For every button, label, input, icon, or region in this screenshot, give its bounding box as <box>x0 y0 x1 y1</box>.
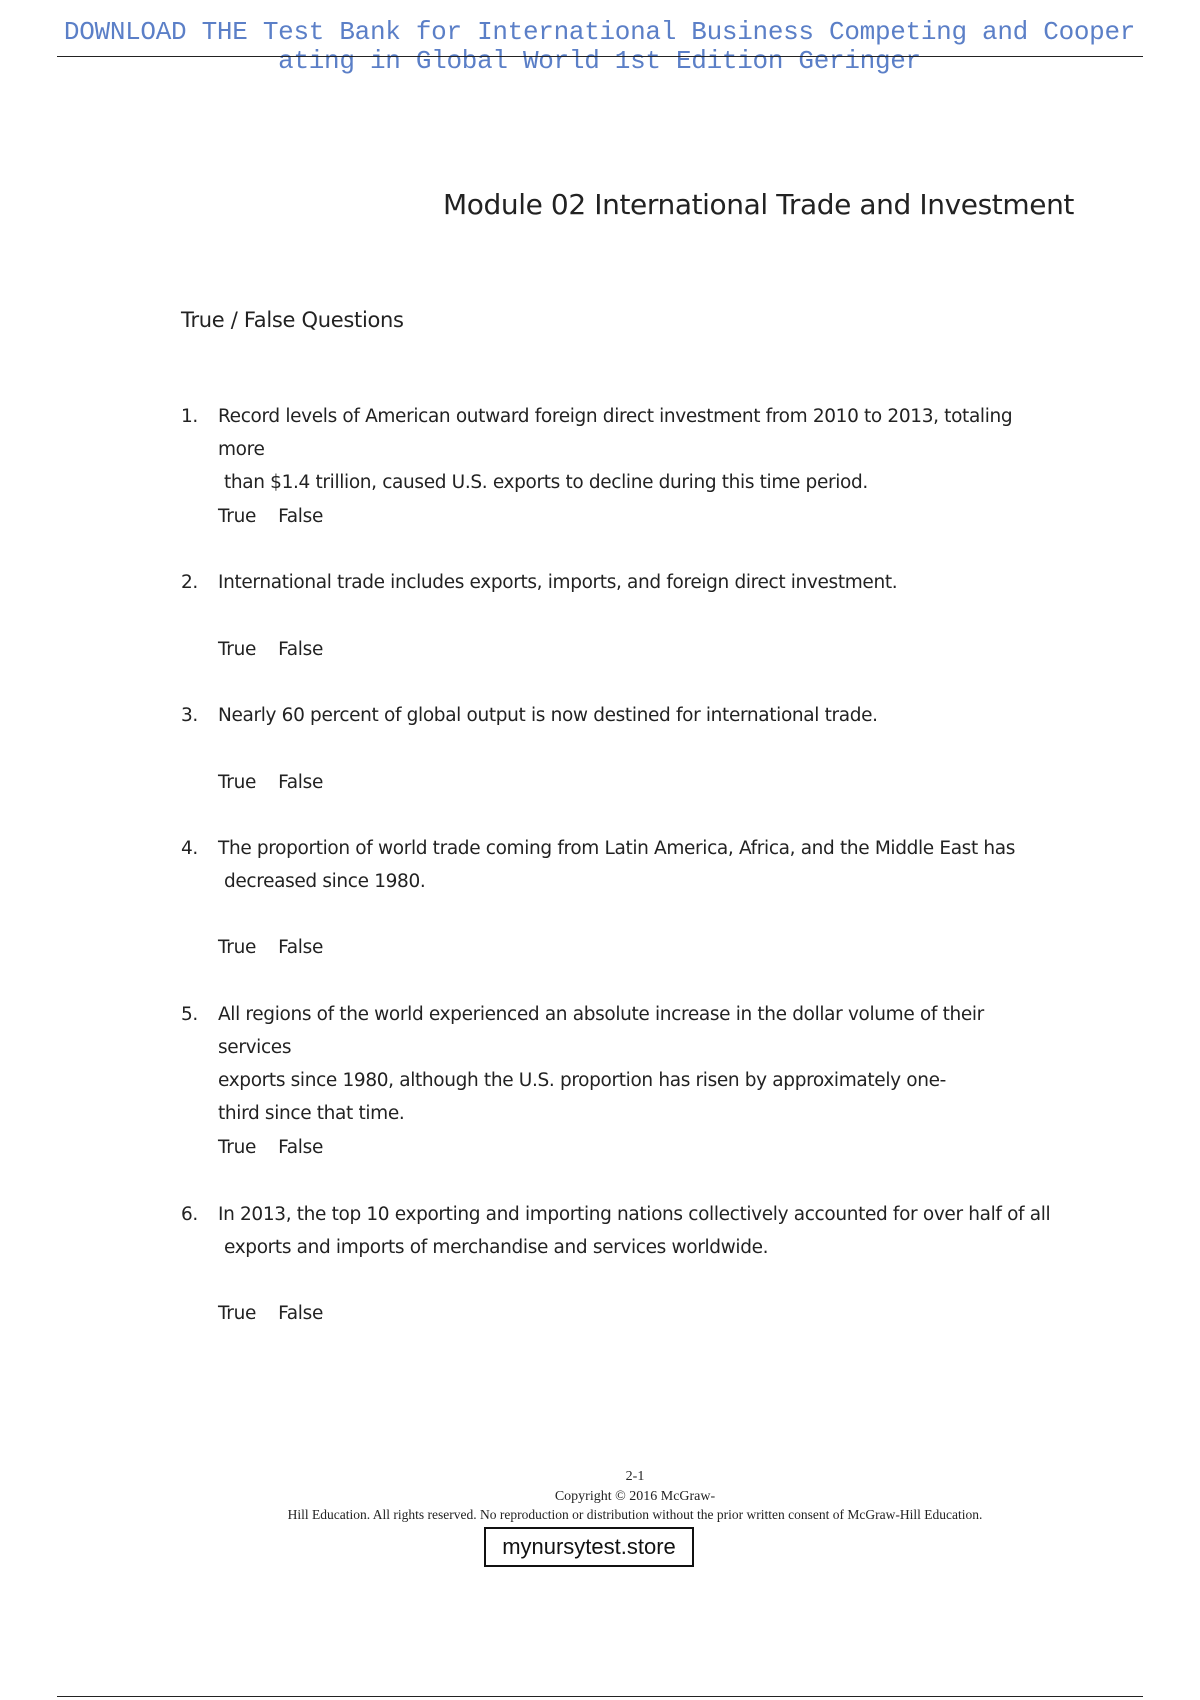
question-number: 3. <box>181 705 198 726</box>
question-number: 5. <box>181 1004 198 1025</box>
true-option: True <box>218 1303 257 1324</box>
true-option: True <box>218 506 257 527</box>
question-text-line: Record levels of American outward foreign direct investment from 2010 to 2013, totaling more <box>218 406 1013 460</box>
watermark-stamp[interactable]: mynursytest.store <box>484 1527 694 1567</box>
question-text-line: Nearly 60 percent of global output is now destined for international trade. <box>218 705 878 726</box>
answer-options-3 <box>218 772 323 793</box>
question-text-line: exports since 1980, although the U.S. proportion has risen by approximately one- <box>218 1070 946 1091</box>
question-number: 6. <box>181 1204 198 1225</box>
false-option: False <box>278 1303 324 1324</box>
header-divider <box>57 56 1143 57</box>
true-option: True <box>218 1137 257 1158</box>
question-text-line: third since that time. <box>218 1103 405 1124</box>
question-number: 1. <box>181 406 198 427</box>
question-number: 2. <box>181 572 198 593</box>
question-text-line: decreased since 1980. <box>224 871 426 892</box>
question-4 <box>181 832 1061 898</box>
bottom-divider <box>57 1696 1143 1697</box>
true-option: True <box>218 639 257 660</box>
copyright-line: Hill Education. All rights reserved. No reproduction or distribution without the prior written consent of McGraw-Hill Education. <box>287 1507 983 1522</box>
question-text-line: The proportion of world trade coming from Latin America, Africa, and the Middle East has <box>218 838 1016 859</box>
false-option: False <box>278 937 324 958</box>
false-option: False <box>278 506 324 527</box>
answer-options-1 <box>218 506 323 527</box>
question-text-line: than $1.4 trillion, caused U.S. exports to decline during this time period. <box>224 472 868 493</box>
true-option: True <box>218 937 257 958</box>
answer-options-6 <box>218 1303 323 1324</box>
question-6 <box>181 1198 1061 1264</box>
question-1 <box>181 400 1061 499</box>
false-option: False <box>278 639 324 660</box>
question-3 <box>181 699 1061 732</box>
false-option: False <box>278 772 324 793</box>
true-option: True <box>218 772 257 793</box>
question-number: 4. <box>181 838 198 859</box>
section-heading: True / False Questions <box>181 308 404 332</box>
question-5 <box>181 998 1061 1130</box>
copyright-line: Copyright © 2016 McGraw- <box>554 1489 716 1504</box>
question-text-line: exports and imports of merchandise and services worldwide. <box>224 1237 769 1258</box>
module-title: Module 02 International Trade and Investment <box>443 188 1074 221</box>
page-number: 2-1 <box>625 1469 645 1484</box>
answer-options-4 <box>218 937 323 958</box>
question-2 <box>181 566 1061 599</box>
false-option: False <box>278 1137 324 1158</box>
question-text-line: All regions of the world experienced an absolute increase in the dollar volume of their services <box>218 1004 984 1058</box>
question-text-line: In 2013, the top 10 exporting and importing nations collectively accounted for over half of all <box>218 1204 1051 1225</box>
question-text-line: International trade includes exports, imports, and foreign direct investment. <box>218 572 898 593</box>
download-banner[interactable]: DOWNLOAD THE Test Bank for International Business Competing and Cooperating in Global World 1st Edition Geringer <box>63 17 1136 76</box>
answer-options-2 <box>218 639 323 660</box>
answer-options-5 <box>218 1137 323 1158</box>
